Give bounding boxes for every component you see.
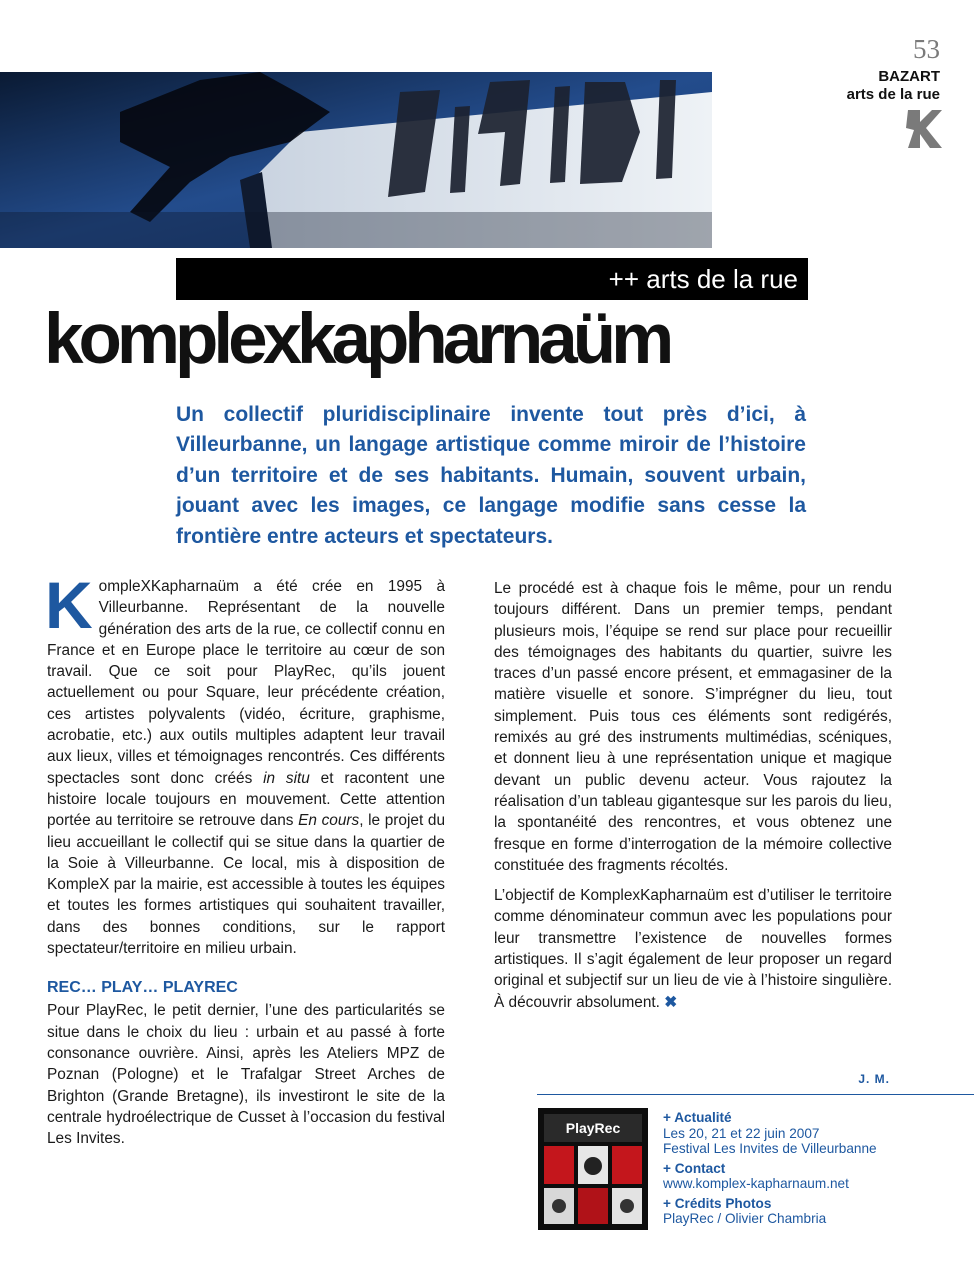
divider (537, 1094, 974, 1095)
headline: komplexkapharnaüm (44, 300, 670, 379)
article-text: L’objectif de KomplexKapharnaüm est d’utiliser le territoire comme dénominateur commun avec les populations pour leur transmettre l’existence de nouvelles formes artistiques. Il s’agit également de leur proposer un regard original et subjectif sur un lieu de vie à l’histoire singulière. À découvrir absolument. (494, 887, 892, 1011)
website-link[interactable]: www.komplex-kapharnaum.net (663, 1176, 849, 1191)
playrec-thumbnail (538, 1108, 648, 1230)
info-value: Les 20, 21 et 22 juin 2007 (663, 1125, 820, 1141)
playrec-poster-icon (538, 1108, 648, 1230)
end-mark-icon: ✖ (664, 993, 678, 1011)
author-signature: J. M. (858, 1072, 890, 1086)
info-contact (663, 1161, 877, 1192)
info-label: + Contact (663, 1160, 726, 1176)
info-box (663, 1110, 877, 1231)
article-paragraph: Pour PlayRec, le petit dernier, l’une des particularités se situe dans le choix du lieu : urbain et au passé à forte consonance ouvrière. Ainsi, après les Ateliers MPZ de Poznan (Pologne) et le Trafalgar Street Arches de Brighton (Grande Bretagne), ils investiront le site de la centrale hydroélectrique de Cusset à l’occasion du festival Les Invites. (47, 1002, 445, 1148)
article-italic: in situ (263, 769, 310, 787)
article-column-left (45, 568, 445, 1149)
info-actualite (663, 1110, 877, 1157)
hero-photo (0, 72, 712, 248)
article-paragraph (45, 568, 445, 959)
article-text: , le projet du lieu accueillant le collectif qui se situe dans la quartier de la Soie à Villeurbanne. Ce local, mis à disposition de KompleX par la mairie, est accessible à toutes les équipes et toutes les formes artistiques qui souhaitent travailler, dans des bonnes conditions, sur le rapport spectateur/territoire en milieu urbain. (47, 812, 445, 958)
section-subtitle: arts de la rue (846, 86, 940, 103)
article-text: et racontent une histoire locale toujours en mouvement. Cette attention portée au territoire se retrouve dans (47, 769, 445, 830)
subheading: REC… PLAY… PLAYREC (47, 979, 238, 997)
article-paragraph (494, 885, 892, 1013)
article-paragraph: Le procédé est à chaque fois le même, pour un rendu toujours différent. Dans un premier temps, pendant plusieurs mois, l’équipe se rend sur place pour recueillir des témoignages des habitants du quartier, suivre les traces d’un passé encore présent, et emmagasiner de la matière visuelle et sonore. S’imprégner du lieu, tout simplement. Puis tous ces éléments sont redigérés, remixés au gré des instruments multimédias, scéniques, et donnent lieu à une représentation unique et magique devant un public devenu acteur. Vous rajoutez la réalisation d’un tableau gigantesque sur les parois du lieu, la spontanéité des rencontres, et vous obtenez une fresque en forme d’interrogation de la mémoire collective constituée des fragments récoltés. (494, 580, 892, 874)
info-credits (663, 1196, 877, 1227)
section-title: BAZART (878, 68, 940, 85)
page-number: 53 (913, 34, 940, 64)
info-value: Festival Les Invites de Villeurbanne (663, 1141, 877, 1156)
info-value: PlayRec / Olivier Chambria (663, 1211, 827, 1226)
article-text: ompleXKapharnaüm a été crée en 1995 à Villeurbanne. Représentant de la nouvelle génération des arts de la rue, ce collectif connu en France et en Europe place le territoire au cœur de son travail. Que ce soit pour PlayRec, qu’ils jouent actuellement ou pour Square, leur précédente création, ces artistes polyvalents (vidéo, écriture, graphisme, acrobatie, etc.) aux outils multiples adaptent leur travail aux lieux, villes et témoignages rencontrés. Ces différents spectacles sont donc créés (47, 578, 445, 787)
drop-cap: K (45, 568, 93, 642)
street-sign-photo (0, 72, 712, 248)
lead-paragraph: Un collectif pluridisciplinaire invente tout près d’ici, à Villeurbanne, un langage artistique comme miroir de l’histoire d’un territoire et de ses habitants. Humain, souvent urbain, jouant avec les images, ce langage modifie sans cesse la frontière entre acteurs et spectateurs. (176, 403, 806, 548)
thumb-label: PlayRec (565, 1120, 621, 1136)
k-logo-icon (904, 108, 944, 150)
info-label: + Actualité (663, 1110, 732, 1125)
article-column-right (494, 578, 892, 1013)
rubric-bar: ++ arts de la rue (176, 258, 808, 300)
info-label: + Crédits Photos (663, 1195, 772, 1211)
article-italic: En cours (298, 812, 360, 830)
